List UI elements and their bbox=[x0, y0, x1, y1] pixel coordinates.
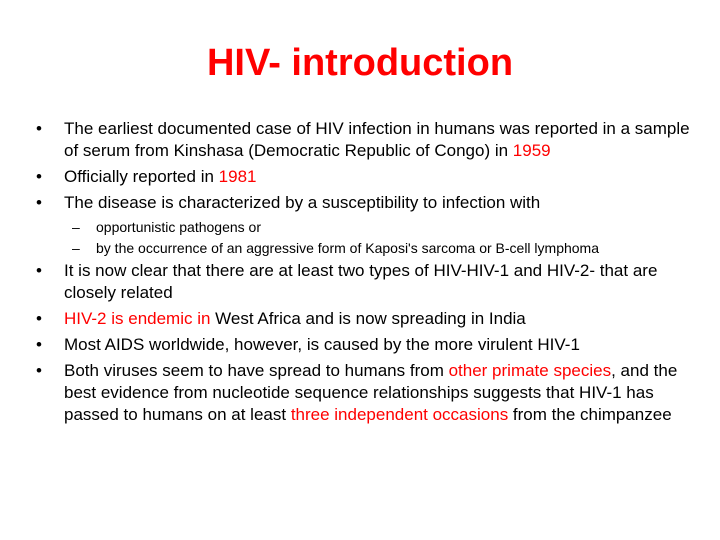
sub-bullet-text: by the occurrence of an aggressive form of Kaposi's sarcoma or B-cell lymphoma bbox=[96, 240, 600, 256]
highlight-hiv2-endemic: HIV-2 is endemic in bbox=[64, 309, 211, 328]
bullet-text: West Africa and is now spreading in India bbox=[210, 309, 526, 328]
bullet-marker: • bbox=[36, 167, 42, 186]
bullet-text: , and the best evidence from nucleotide sequence relationships suggests that HIV-1 has passed to humans on at least bbox=[64, 361, 678, 424]
bullet-earliest-case bbox=[36, 118, 696, 162]
bullet-most-aids bbox=[36, 334, 696, 356]
highlight-year-1981: 1981 bbox=[218, 167, 257, 186]
bullet-text: The disease is characterized by a susceptibility to infection with bbox=[64, 193, 541, 212]
bullet-marker: • bbox=[36, 335, 42, 354]
highlight-year-1959: 1959 bbox=[512, 141, 551, 160]
bullet-text: from the chimpanzee bbox=[508, 405, 672, 424]
bullet-text: Most AIDS worldwide, however, is caused by the more virulent HIV-1 bbox=[64, 335, 580, 354]
bullet-text: Officially reported in bbox=[64, 167, 219, 186]
bullet-marker: • bbox=[36, 261, 42, 280]
bullet-text: Both viruses seem to have spread to humans from bbox=[64, 361, 449, 380]
sub-bullet-marker: – bbox=[72, 240, 80, 256]
bullet-marker: • bbox=[36, 193, 42, 212]
slide-body bbox=[36, 118, 696, 430]
bullet-disease-characterized bbox=[36, 192, 696, 214]
sub-bullet-kaposi bbox=[36, 239, 696, 257]
bullet-marker: • bbox=[36, 119, 42, 138]
bullet-hiv2-endemic bbox=[36, 308, 696, 330]
sub-bullet-text: opportunistic pathogens or bbox=[96, 219, 261, 235]
bullet-officially-reported bbox=[36, 166, 696, 188]
bullet-two-types bbox=[36, 260, 696, 304]
bullet-marker: • bbox=[36, 361, 42, 380]
sub-bullet-marker: – bbox=[72, 219, 80, 235]
highlight-three-occasions: three independent occasions bbox=[290, 405, 509, 424]
bullet-marker: • bbox=[36, 309, 42, 328]
highlight-primate-species: other primate species bbox=[448, 361, 612, 380]
bullet-both-viruses bbox=[36, 360, 696, 426]
bullet-text: It is now clear that there are at least two types of HIV-HIV-1 and HIV-2- that are closely related bbox=[64, 261, 658, 302]
sub-bullet-opportunistic bbox=[36, 218, 696, 236]
slide-title: HIV- introduction bbox=[206, 42, 514, 84]
bullet-text: The earliest documented case of HIV infection in humans was reported in a sample of serum from Kinshasa (Democratic Republic of Congo) in bbox=[64, 119, 690, 160]
